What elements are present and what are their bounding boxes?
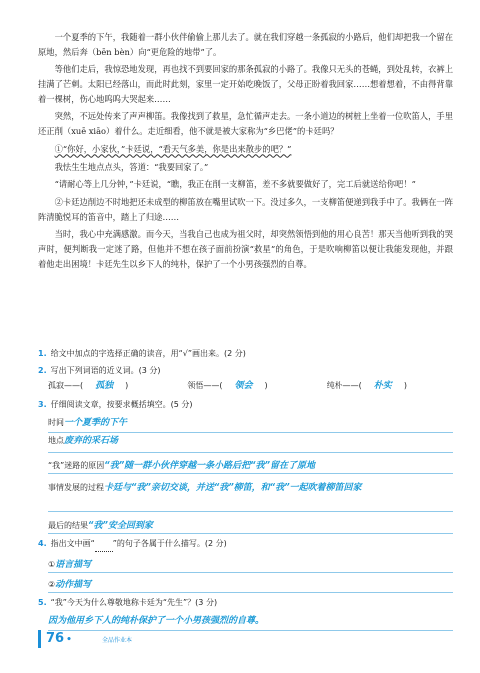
process-answer[interactable]: 卡廷与“我”亲切交谈，并送“我”柳笛，和“我”一起吹着柳笛回家 [104,483,362,493]
series-title: 全品作业本 [102,637,133,644]
synonym-word: 纯朴——( [326,381,362,390]
question-1 [38,347,453,364]
question-4 [38,534,453,554]
question-number: 5. [38,598,47,607]
place-answer[interactable]: 废弃的采石场 [64,436,119,446]
time-answer-line [48,415,453,433]
reason-answer[interactable]: “我”随一群小伙伴穿越一条小路后把“我”留在了原地 [104,461,315,471]
synonym-word: 领悟——( [187,381,223,390]
paragraph-5: 我怯生生地点点头，答道：“我要回家了。” [54,161,209,172]
synonym-close: ) [264,381,268,390]
synonym-close: ) [125,381,129,390]
question-number: 2. [38,366,47,375]
synonym-answer[interactable]: 孤独 [95,381,114,391]
answer-label-2: ② [48,580,56,589]
time-label: 时间 [48,418,64,427]
accent-bar [38,630,41,648]
answer-2[interactable]: 动作描写 [55,580,92,590]
answer-label-1: ① [48,560,56,569]
place-answer-line [48,433,453,453]
question-number: 4. [38,539,47,548]
synonym-answer[interactable]: 领会 [234,381,253,391]
question-text: 给文中加点的字选择正确的读音，用“√”画出来。(2 分) [50,349,246,358]
paragraph-2: 等他们走后，我惊恐地发现，再也找不到要回家的那条孤寂的小路了。我像只无头的苍蝇，到处乱转，衣裤上挂满了芒刺。太阳已经落山，而此时此刻，家里一定开始吃晚饭了，父母正盼着我回家……想着想着，不由得背靠着一棵树，伤心地呜呜大哭起来…… [38,64,453,104]
question-text-b: ”的句子各属于什么描写。(2 分) [112,539,227,548]
paragraph-3: 突然，不远处传来了声声柳笛。我像找到了救星，急忙循声走去。一条小道边的树桩上坐着一位吹笛人，手里还正削（xuē xiāo）着什么。走近细看，他不就是被大家称为“乡巴佬”的卡廷吗？ [38,111,453,136]
synonym-word: 孤寂——( [48,381,84,390]
question-text: “我”今天为什么尊敬地称卡廷为“先生”？(3 分) [50,598,218,607]
question-text-a: 指出文中画“ [50,539,95,548]
reason-answer-line [48,453,453,474]
question-text: 写出下列词语的近义词。(3 分) [50,366,161,375]
paragraph-7: ②卡廷边削边不时地把还未成型的柳笛放在嘴里试吹一下。没过多久，一支柳笛便递到我手中了。我俩在一阵阵清脆悦耳的笛音中，踏上了归途…… [38,197,453,222]
paragraph-1: 一个夏季的下午，我随着一群小伙伴偷偷上那儿去了。就在我们穿越一条孤寂的小路后，他们却把我一个留在原地，然后奔（bēn bèn）向“更危险的地带”了。 [38,32,453,57]
question-number: 3. [38,400,47,409]
synonym-row [38,378,453,398]
answer-line-1 [48,554,453,573]
question-3 [38,398,453,415]
reason-label: “我”迷路的原因 [48,461,105,470]
process-label: 事情发展的过程 [48,483,104,492]
wavy-line-sample [95,537,113,552]
answer-line-2 [48,573,453,593]
question-5 [38,593,453,613]
result-answer-line [48,512,453,534]
synonym-close: ) [403,381,407,390]
paragraph-6: “请耐心等上几分钟，”卡廷说，“瞧，我正在削一支柳笛，差不多就要做好了，完工后就送给你吧！” [54,179,416,190]
result-answer[interactable]: “我”安全回到家 [88,521,153,531]
questions-section [38,347,453,631]
answer-1[interactable]: 语言描写 [55,560,92,570]
paragraph-4: ①“你好，小家伙，”卡廷说，“看天气多美，你是出来散步的吧？” [54,143,292,154]
reading-passage [38,30,453,274]
result-label: 最后的结果 [48,521,88,530]
question-number: 1. [38,349,47,358]
synonym-answer[interactable]: 朴实 [373,381,392,391]
paragraph-8: 当时，我心中充满感激。而今天，当我自己也成为祖父时，却突然领悟到他的用心良苦！那天当他听到我的哭声时，便判断我一定迷了路，但他并不想在孩子面前扮演“救星”的角色，于是吹响柳笛以便让我能发现他，并跟着他走出困境！卡廷先生以乡下人的纯朴，保护了一个小男孩强烈的自尊。 [38,229,453,269]
q5-answer[interactable]: 因为他用乡下人的纯朴保护了一个小男孩强烈的自尊。 [48,616,265,626]
place-label: 地点 [48,436,64,445]
q5-answer-line [48,613,453,631]
page-number: 76 • [46,631,72,646]
question-text: 仔细阅读文章，按要求概括填空。(5 分) [50,400,193,409]
question-2 [38,364,453,378]
process-answer-line [48,474,453,512]
page-footer [38,631,458,651]
time-answer[interactable]: 一个夏季的下午 [64,418,128,428]
